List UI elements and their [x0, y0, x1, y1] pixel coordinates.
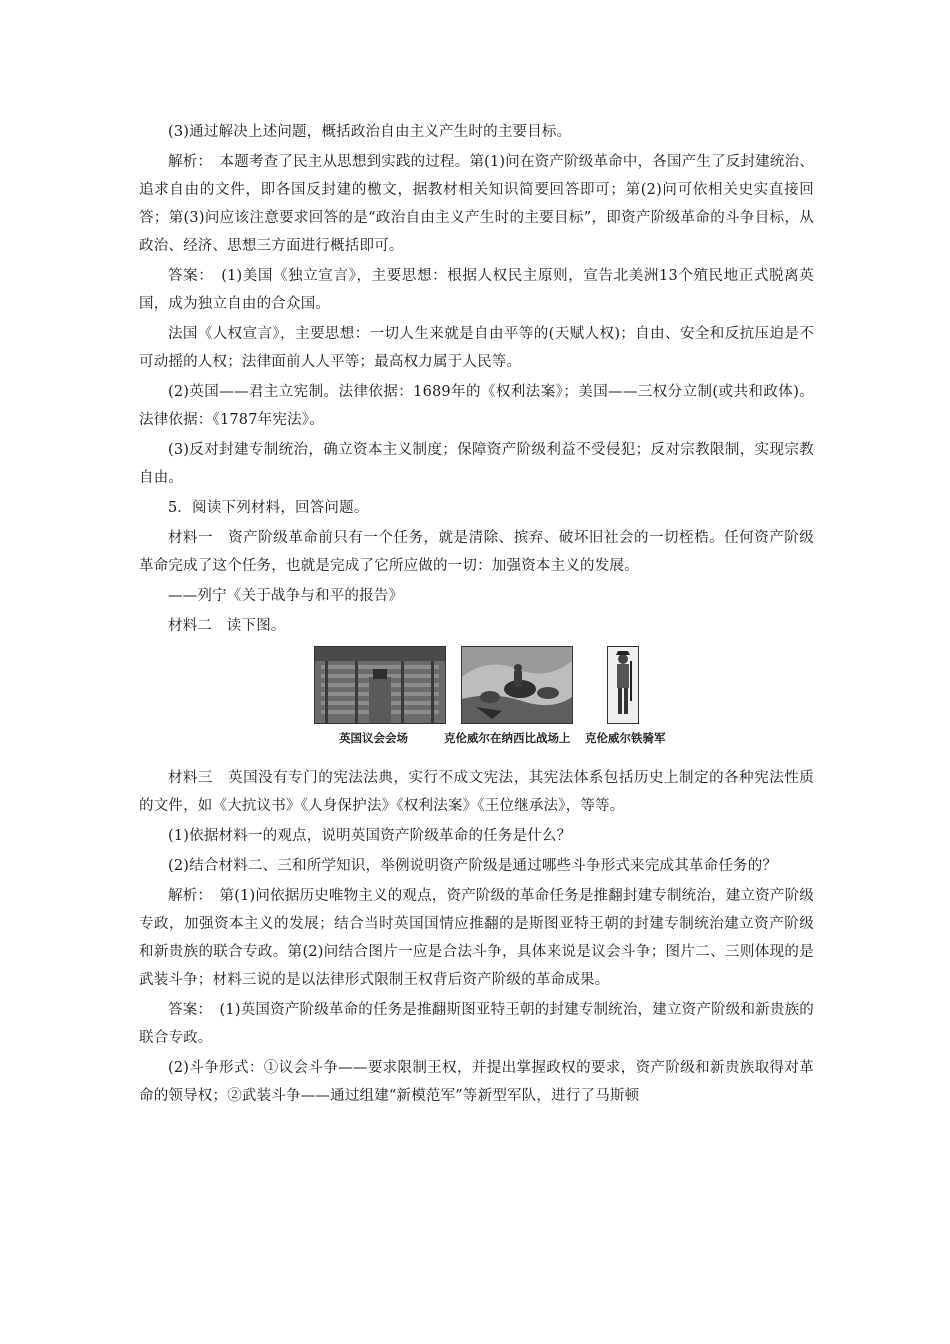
answer-2: (2)英国——君主立宪制。法律依据：1689年的《权利法案》；美国——三权分立制(或共和政体)。法律依据：《1787年宪法》。	[139, 384, 814, 428]
material-2-figure	[139, 646, 814, 764]
answer-1-usa: 答案： (1)美国《独立宣言》，主要思想：根据人权民主原则，宣告北美洲13个殖民地正式脱离英国，成为独立自由的合众国。	[139, 268, 814, 312]
question-5-2: (2)结合材料二、三和所学知识，举例说明资产阶级是通过哪些斗争形式来完成其革命任务的？	[168, 858, 778, 874]
naseby-battle-image	[461, 646, 573, 724]
caption-ironside-cavalry: 克伦威尔铁骑军	[585, 731, 666, 745]
analysis-5: 解析： 第(1)问依据历史唯物主义的观点，资产阶级的革命任务是推翻封建专制统治，建立资产阶级专政，加强资本主义的发展；结合当时英国国情应推翻的是斯图亚特王朝的封建专制统治建立资产阶级和新贵族的联合专政。第(2)问结合图片一应是合法斗争，具体来说是议会斗争；图片二、三则体现的是武装斗争；材料三说的是以法律形式限制王权背后资产阶级的革命成果。	[139, 888, 814, 988]
ironside-soldier-image	[607, 646, 639, 724]
material-1-source: ——列宁《关于战争与和平的报告》	[168, 588, 404, 604]
material-3: 材料三 英国没有专门的宪法法典，实行不成文宪法，其宪法体系包括历史上制定的各种宪法性质的文件，如《大抗议书》《人身保护法》《权利法案》《王位继承法》，等等。	[139, 770, 814, 814]
answer-5-2: (2)斗争形式：①议会斗争——要求限制王权，并提出掌握政权的要求，资产阶级和新贵族取得对革命的领导权；②武装斗争——通过组建“新模范军”等新型军队，进行了马斯顿	[139, 1060, 814, 1104]
question-3: (3)通过解决上述问题，概括政治自由主义产生时的主要目标。	[168, 124, 572, 140]
document-page	[139, 118, 814, 1112]
question-5-1: (1)依据材料一的观点，说明英国资产阶级革命的任务是什么？	[168, 828, 572, 844]
parliament-hall-image	[314, 646, 446, 724]
material-1: 材料一 资产阶级革命前只有一个任务，就是清除、摈弃、破坏旧社会的一切桎梏。任何资产阶级革命完成了这个任务，也就是完成了它所应做的一切：加强资本主义的发展。	[139, 530, 814, 574]
material-2: 材料二 读下图。	[168, 618, 286, 634]
question-5-heading: 5．阅读下列材料，回答问题。	[168, 500, 369, 516]
caption-naseby-battle: 克伦威尔在纳西比战场上	[444, 731, 571, 745]
analysis-paragraph: 解析： 本题考查了民主从思想到实践的过程。第(1)问在资产阶级革命中，各国产生了反封建统治、追求自由的文件，即各国反封建的檄文，据教材相关知识简要回答即可；第(2)问可依相关史实直接回答；第(3)问应该注意要求回答的是“政治自由主义产生时的主要目标”，即资产阶级革命的斗争目标，从政治、经济、思想三方面进行概括即可。	[139, 154, 814, 254]
caption-parliament-hall: 英国议会会场	[339, 731, 408, 745]
answer-1-france: 法国《人权宣言》，主要思想：一切人生来就是自由平等的(天赋人权)；自由、安全和反抗压迫是不可动摇的人权；法律面前人人平等；最高权力属于人民等。	[139, 326, 814, 370]
answer-5-1: 答案： (1)英国资产阶级革命的任务是推翻斯图亚特王朝的封建专制统治，建立资产阶级和新贵族的联合专政。	[139, 1002, 814, 1046]
answer-3: (3)反对封建专制统治，确立资本主义制度；保障资产阶级利益不受侵犯；反对宗教限制，实现宗教自由。	[139, 442, 814, 486]
